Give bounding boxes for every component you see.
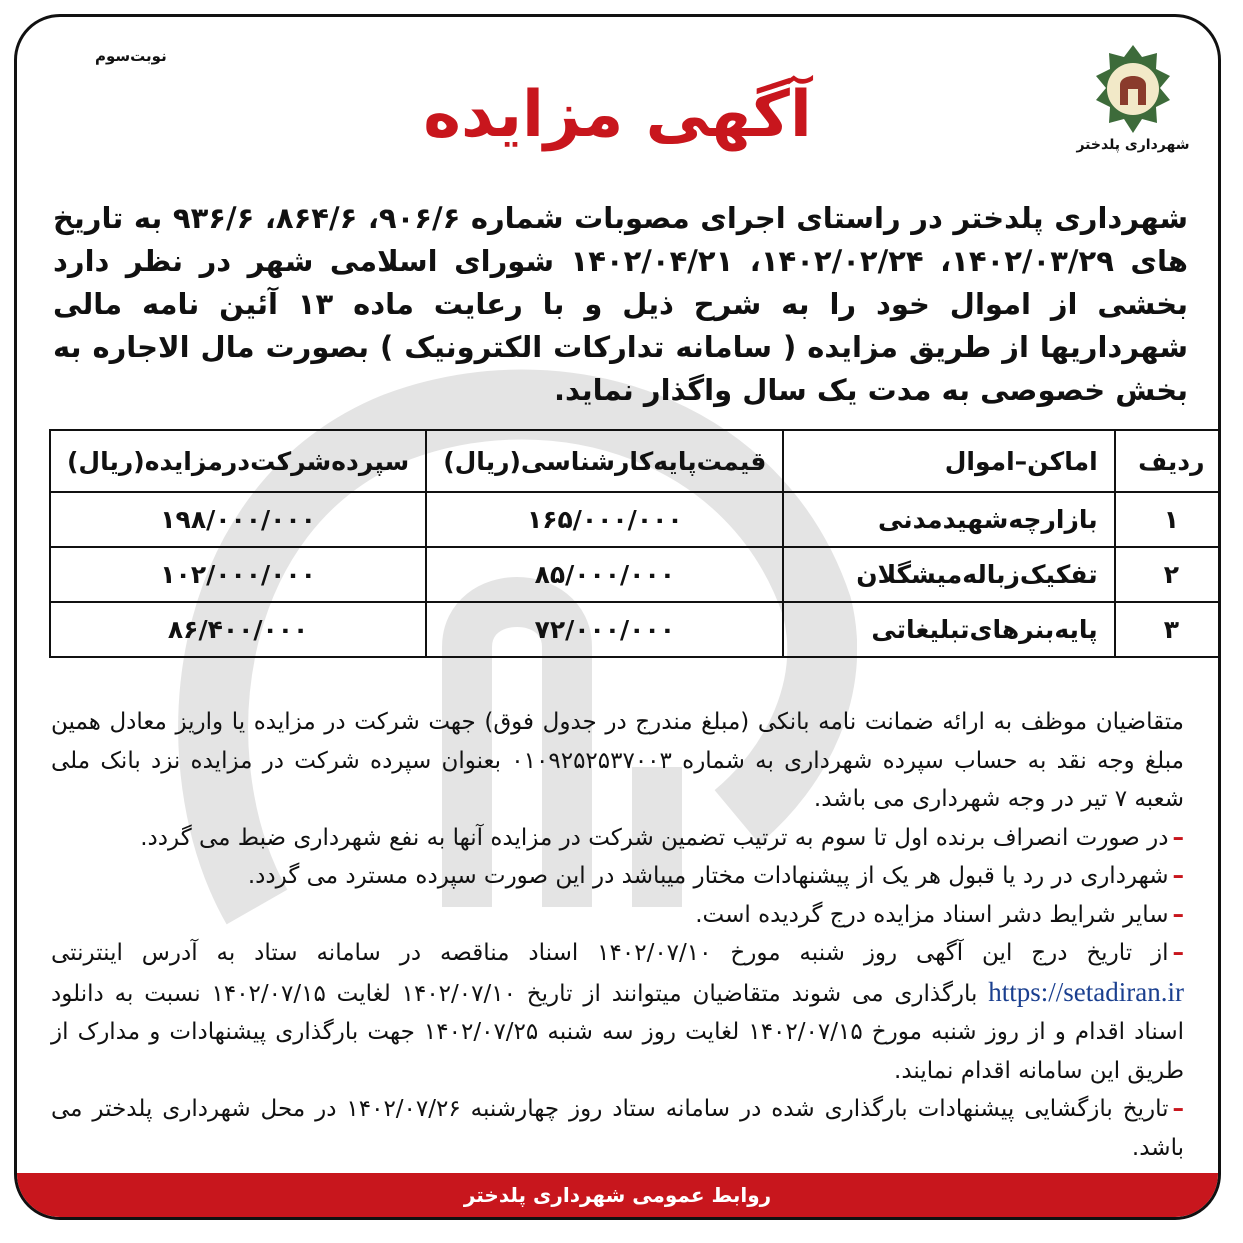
- header-base-price: قیمت‌پایه‌کارشناسی(ریال): [426, 430, 783, 492]
- dash-icon: –: [1172, 824, 1184, 851]
- dash-icon: –: [1172, 863, 1184, 889]
- header-place: اماکن–اموال: [783, 430, 1114, 492]
- table-row: [50, 547, 1221, 602]
- round-label: نوبت‌سوم: [95, 47, 167, 65]
- condition-item: –از تاریخ درج این آگهی روز شنبه مورخ ۱۴۰۲/۰۷/۱۰ اسناد مناقصه در سامانه ستاد به آدرس اینترنتی https://setadiran.ir بارگذاری می شوند متقاضیان میتوانند از تاریخ ۱۴۰۲/۰۷/۱۰ لغایت ۱۴۰۲/۰۷/۱۵ نسبت به دانلود اسناد اقدام و از روز شنبه مورخ ۱۴۰۲/۰۷/۱۵ لغایت روز سه شنبه ۱۴۰۲/۰۷/۲۵ جهت بارگذاری پیشنهادات و مدارک از طریق این سامانه اقدام نمایند.: [51, 940, 1184, 1084]
- deposit-cell: ۱۹۸/۰۰۰/۰۰۰: [50, 492, 426, 547]
- auction-items-table: [49, 429, 1221, 658]
- deposit-cell: ۱۰۲/۰۰۰/۰۰۰: [50, 547, 426, 602]
- page-title: آگهی مزایده: [423, 78, 812, 152]
- header-row-number: ردیف: [1115, 430, 1221, 492]
- table-header-row: [50, 430, 1221, 492]
- place-cell: تفکیک‌زباله‌میشگلان: [783, 547, 1114, 602]
- place-cell: بازارچه‌شهیدمدنی: [783, 492, 1114, 547]
- table-row: [50, 492, 1221, 547]
- conditions-text: [51, 703, 1184, 1167]
- dash-icon: –: [1172, 901, 1184, 928]
- condition-item: –شهرداری در رد یا قبول هر یک از پیشنهادات مختار میباشد در این صورت سپرده مسترد می گردد.: [247, 863, 1184, 889]
- condition-item: –در صورت انصراف برنده اول تا سوم به ترتیب تضمین شرکت در مزایده آنها به نفع شهرداری ضبط می گردد.: [140, 824, 1184, 851]
- dash-icon: –: [1172, 940, 1184, 966]
- deposit-paragraph: متقاضیان موظف به ارائه ضمانت نامه بانکی (مبلغ مندرج در جدول فوق) جهت شرکت در مزایده یا واریز معادل همین مبلغ وجه نقد به حساب سپرده شهرداری به شماره ۰۱۰۹۲۵۲۵۳۷۰۰۳ بعنوان سپرده شرکت در مزایده نزد بانک ملی شعبه ۷ تیر در وجه شهرداری می باشد.: [51, 709, 1185, 812]
- setadiran-link[interactable]: https://setadiran.ir: [988, 976, 1184, 1007]
- price-cell: ۷۲/۰۰۰/۰۰۰: [426, 602, 783, 657]
- price-cell: ۸۵/۰۰۰/۰۰۰: [426, 547, 783, 602]
- row-number: ۳: [1115, 602, 1221, 657]
- intro-paragraph: شهرداری پلدختر در راستای اجرای مصوبات شماره ۹۰۶/۶، ۸۶۴/۶، ۹۳۶/۶ به تاریخ های ۱۴۰۲/۰۳/۲۹، ۱۴۰۲/۰۲/۲۴، ۱۴۰۲/۰۴/۲۱ شورای اسلامی شهر در نظر دارد بخشی از اموال خود را به شرح ذیل و با رعایت ماده ۱۳ آئین نامه مالی شهرداریها از طریق مزایده ( سامانه تدارکات الکترونیک ) بصورت مال الاجاره به بخش خصوصی به مدت یک سال واگذار نماید.: [53, 201, 1189, 407]
- condition-item: –سایر شرایط دشر اسناد مزایده درج گردیده است.: [695, 901, 1184, 928]
- place-cell: پایه‌بنرهای‌تبلیغاتی: [783, 602, 1114, 657]
- deposit-cell: ۸۶/۴۰۰/۰۰۰: [50, 602, 426, 657]
- footer-banner: روابط عمومی شهرداری پلدختر: [17, 1173, 1218, 1217]
- advertisement-frame: [14, 14, 1221, 1220]
- header-deposit: سپرده‌شرکت‌درمزایده(ریال): [50, 430, 426, 492]
- row-number: ۱: [1115, 492, 1221, 547]
- condition-item: –تاریخ بازگشایی پیشنهادات بارگذاری شده در سامانه ستاد روز چهارشنبه ۱۴۰۲/۰۷/۲۶ در محل شهرداری پلدختر می باشد.: [51, 1096, 1184, 1161]
- logo-caption: شهرداری پلدختر: [1076, 137, 1190, 153]
- row-number: ۲: [1115, 547, 1221, 602]
- price-cell: ۱۶۵/۰۰۰/۰۰۰: [426, 492, 783, 547]
- dash-icon: –: [1172, 1096, 1184, 1122]
- table-row: [50, 602, 1221, 657]
